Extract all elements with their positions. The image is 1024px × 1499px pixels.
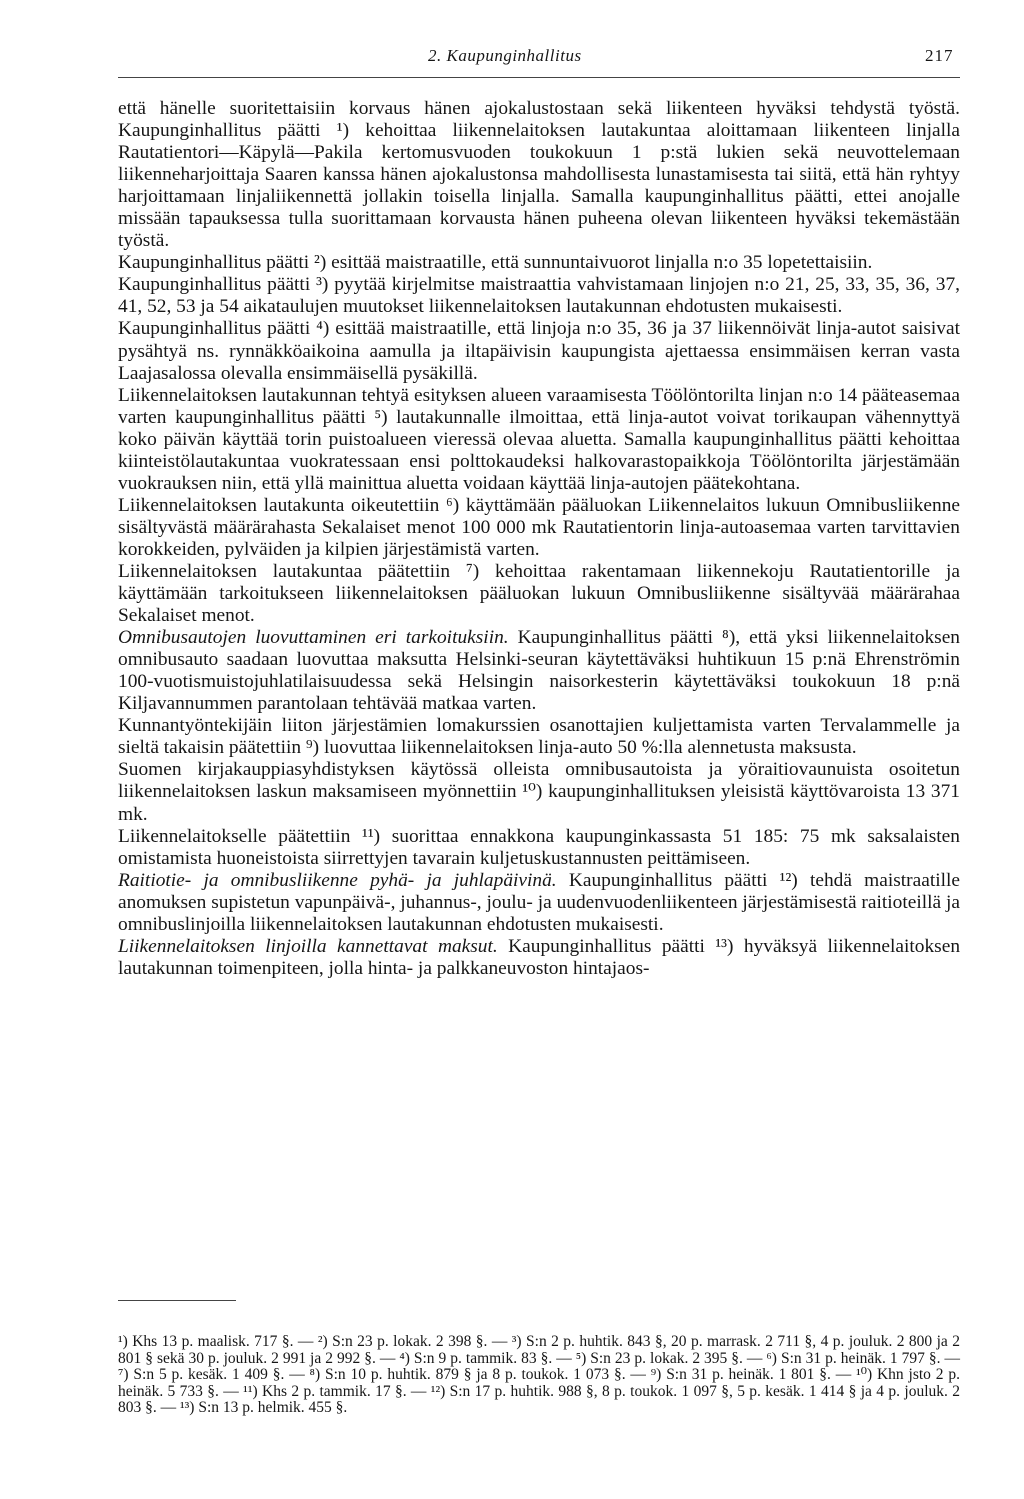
paragraph: Kunnantyöntekijäin liiton järjestämien lomakurssien osanottajien kuljettamista varten Tervalammelle ja sieltä takaisin päätettiin ⁹) luovuttaa liikennelaitoksen linja-auto 50 %:lla alennetusta maksusta. — [118, 715, 960, 759]
paragraph: Suomen kirjakauppiasyhdistyksen käytössä olleista omnibusautoista ja yöraitiovaunuista osoitetun liikennelaitoksen laskun maksamiseen myönnettiin ¹⁰) kaupunginhallituksen yleisistä käyttövaroista 13 371 mk. — [118, 759, 960, 825]
paragraph: Kaupunginhallitus päätti ⁴) esittää maistraatille, että linjoja n:o 35, 36 ja 37 liikennöivät linja-autot saisivat pysähtyä ns. rynnäkköaikoina aamulla ja iltapäivisin kaupungista ajettaessa ensimmäisen kerran vasta Laajasalossa olevalla ensimmäisellä pysäkillä. — [118, 318, 960, 384]
section-lead-in: Liikennelaitoksen linjoilla kannettavat maksut. — [118, 935, 498, 957]
paragraph: Liikennelaitoksen lautakunta oikeutettiin ⁶) käyttämään pääluokan Liikennelaitos lukuun Omnibusliikenne sisältyvästä määrärahasta Sekalaiset menot 100 000 mk Rautatientorin linja-autoasemaa varten tarvittavien korokkeiden, pylväiden ja kilpien järjestämistä varten. — [118, 494, 960, 560]
paragraph: Raitiotie- ja omnibusliikenne pyhä- ja juhlapäivinä. Kaupunginhallitus päätti ¹²) tehdä maistraatille anomuksen supistetun vapunpäivä-, juhannus-, joulu- ja uudenvuodenliikenteen järjestämisestä raitioteillä ja omnibuslinjoilla liikennelaitoksen lautakunnan ehdotusten mukaisesti. — [118, 869, 961, 935]
paragraph: Liikennelaitoksen lautakuntaa päätettiin ⁷) kehoittaa rakentamaan liikennekoju Rautatientorille ja käyttämään tarkoitukseen liikennelaitoksen pääluokan lukuun Omnibusliikenne sisältyvää määrärahaa Sekalaiset menot. — [118, 560, 960, 627]
paragraph: Kaupunginhallitus päätti ³) pyytää kirjelmitse maistraattia vahvistamaan linjojen n:o 21, 25, 33, 35, 36, 37, 41, 52, 53 ja 54 aikataulujen muutokset liikennelaitoksen lautakunnan ehdotusten mukaisesti. — [118, 274, 960, 318]
paragraph: Liikennelaitokselle päätettiin ¹¹) suorittaa ennakkona kaupunginkassasta 51 185: 75 mk saksalaisten omistamista huoneistoista siirrettyjen tavarain kuljetuskustannusten peittämiseen. — [118, 825, 960, 869]
paragraph: Liikennelaitoksen linjoilla kannettavat maksut. Kaupunginhallitus päätti ¹³) hyväksyä liikennelaitoksen lautakunnan toimenpiteen, jolla hinta- ja palkkaneuvoston hintajaos- — [118, 935, 961, 979]
body-text — [118, 98, 960, 980]
footnotes — [118, 1334, 960, 1417]
section-lead-in: Raitiotie- ja omnibusliikenne pyhä- ja juhlapäivinä. — [118, 869, 557, 891]
page-header — [0, 46, 1024, 72]
paragraph: että hänelle suoritettaisiin korvaus hänen ajokalustostaan sekä liikenteen hyväksi tehdystä työstä. Kaupunginhallitus päätti ¹) kehoittaa liikennelaitoksen lautakuntaa aloittamaan liikenteen linjalla Rautatientori—Käpylä—Pakila kertomusvuoden toukokuun 1 p:stä lukien sekä neuvottelemaan liikenneharjoittaja Saaren kanssa hänen ajokalustonsa mahdollisesta lunastamisesta tai siitä, että hän ryhtyy harjoittamaan linjaliikennettä jollakin toisella linjalla. Samalla kaupunginhallitus päätti, ettei anojalle missään tapauksessa tulla suorittamaan korvausta hänen puheena olevan liikenteen hyväksi tekemästään työstä. — [118, 98, 960, 252]
section-lead-in: Omnibusautojen luovuttaminen eri tarkoituksiin. — [118, 627, 509, 649]
chapter-title: 2. Kaupunginhallitus — [428, 46, 582, 65]
paragraph: Liikennelaitoksen lautakunnan tehtyä esityksen alueen varaamisesta Töölöntorilta linjan n:o 14 pääteasemaa varten kaupunginhallitus päätti ⁵) lautakunnalle ilmoittaa, että linja-autot voivat torikaupan vähennyttyä koko päivän käyttää torin puistoalueen vieressä olevaa aluetta. Samalla kaupunginhallitus päätti kehoittaa kiinteistölautakuntaa vuokratessaan ensi polttokaudeksi halkovarastopaikkoja Töölöntorilta järjestämään vuokrauksen niin, että yllä mainittua aluetta voidaan käyttää linja-autojen päätekohtana. — [118, 384, 960, 494]
paragraph: Kaupunginhallitus päätti ²) esittää maistraatille, että sunnuntaivuorot linjalla n:o 35 lopetettaisiin. — [118, 252, 873, 274]
header-rule — [118, 77, 960, 78]
footnote-text: ¹) Khs 13 p. maalisk. 717 §. — ²) S:n 23 p. lokak. 2 398 §. — ³) S:n 2 p. huhtik. 843 §, 20 p. marrask. 2 711 §, 4 p. jouluk. 2 800 ja 2 801 § sekä 30 p. jouluk. 2 991 ja 2 992 §. — ⁴) S:n 9 p. tammik. 83 §. — ⁵) S:n 23 p. lokak. 2 395 §. — ⁶) S:n 31 p. heinäk. 1 797 §. — ⁷) S:n 5 p. kesäk. 1 409 §. — ⁸) S:n 10 p. huhtik. 879 § ja 8 p. toukok. 1 073 §. — ⁹) S:n 31 p. heinäk. 1 801 §. — ¹⁰) Khn jsto 2 p. heinäk. 5 733 §. — ¹¹) Khs 2 p. tammik. 17 §. — ¹²) S:n 17 p. huhtik. 988 §, 8 p. toukok. 1 097 §, 5 p. kesäk. 1 414 § ja 4 p. jouluk. 2 803 §. — ¹³) S:n 13 p. helmik. 455 §. — [118, 1333, 960, 1417]
page-number: 217 — [925, 46, 954, 65]
footnote-rule — [118, 1300, 236, 1301]
paragraph: Omnibusautojen luovuttaminen eri tarkoituksiin. Kaupunginhallitus päätti ⁸), että yksi liikennelaitoksen omnibusauto saadaan luovuttaa maksutta Helsinki-seuran käytettäväksi huhtikuun 15 p:nä Ehrenströmin 100-vuotismuistojuhlatilaisuudessa sekä Helsingin naisorkesterin käytettäväksi toukokuun 18 p:nä Kiljavannummen parantolaan tehtävää matkaa varten. — [118, 627, 960, 715]
